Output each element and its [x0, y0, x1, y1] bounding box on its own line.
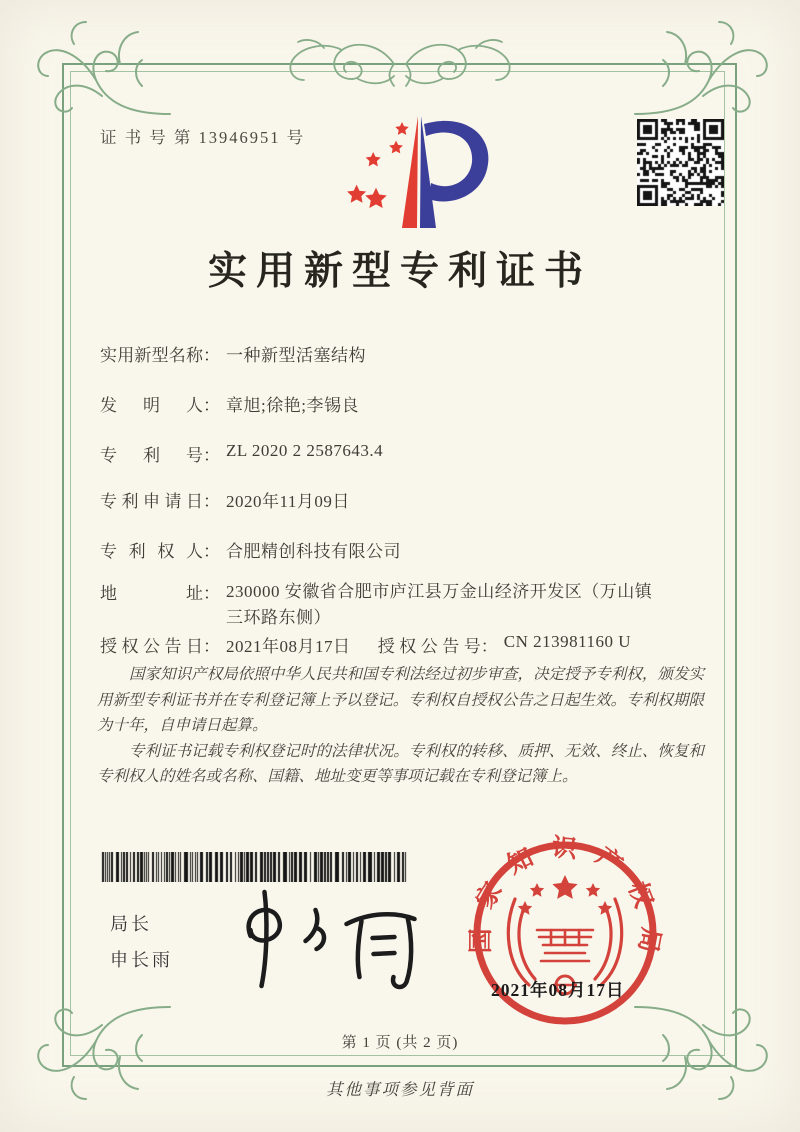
- field-value: 合肥精创科技有限公司: [226, 542, 401, 561]
- field-value: ZL 2020 2 2587643.4: [226, 441, 384, 460]
- field-value: 2020年11月09日: [226, 492, 350, 511]
- field-row-name: [100, 341, 366, 366]
- field-colon: ：: [203, 346, 220, 365]
- field-row-inventor: [100, 391, 359, 416]
- field-label: 地址: [100, 584, 203, 603]
- field-value: 一种新型活塞结构: [226, 346, 366, 365]
- official-seal: [465, 833, 665, 1033]
- field-row-address: [100, 579, 662, 631]
- certificate-number: 证 书 号 第 13946951 号: [100, 128, 306, 147]
- body-paragraph-1: 国家知识产权局依照中华人民共和国专利法经过初步审查，决定授予专利权，颁发实用新型专利证书并在专利登记簿上予以登记。专利权自授权公告之日起生效。专利权期限为十年，自申请日起算。: [97, 666, 704, 734]
- commissioner-title-label: 局长: [110, 914, 152, 934]
- field-row-grant: [100, 632, 631, 657]
- grant-no-pair: [377, 632, 632, 656]
- commissioner-name: 申长雨: [110, 950, 173, 970]
- seal-date: 2021年08月17日: [491, 980, 625, 1000]
- field-row-patent-no: [100, 441, 383, 466]
- cnipa-logo-icon: [340, 110, 500, 238]
- field-label: 专利权人: [100, 542, 203, 561]
- field-colon: ：: [203, 542, 220, 561]
- field-label: 授权公告号: [377, 637, 481, 656]
- field-colon: ：: [203, 584, 220, 603]
- field-colon: ：: [203, 492, 220, 511]
- barcode: [100, 852, 408, 882]
- seal-text: 国家知识产权局: [467, 834, 665, 972]
- field-colon: ：: [203, 637, 220, 656]
- field-label: 发明人: [100, 396, 203, 415]
- field-label: 授权公告日: [100, 637, 203, 656]
- certificate-title: 实用新型专利证书: [207, 250, 592, 293]
- field-row-filing-date: [100, 487, 350, 512]
- field-label: 专利号: [100, 446, 203, 465]
- field-value: 章旭;徐艳;李锡良: [226, 396, 359, 415]
- field-colon: ：: [203, 446, 220, 465]
- back-note: 其他事项参见背面: [326, 1080, 474, 1099]
- field-colon: ：: [203, 396, 220, 415]
- grant-date-pair: [100, 632, 355, 656]
- field-label: 专利申请日: [100, 492, 203, 511]
- legal-text: [97, 662, 704, 790]
- field-value: 230000 安徽省合肥市庐江县万金山经济开发区（万山镇三环路东侧）: [226, 582, 653, 627]
- field-row-patentee: [100, 537, 401, 562]
- field-value: 2021年08月17日: [226, 637, 351, 656]
- qr-code: [637, 119, 724, 206]
- field-colon: ：: [480, 637, 498, 656]
- field-label: 实用新型名称: [100, 346, 203, 365]
- commissioner-signature: [218, 884, 433, 994]
- body-paragraph-2: 专利证书记载专利权登记时的法律状况。专利权的转移、质押、无效、终止、恢复和专利权人的姓名或名称、国籍、地址变更等事项记载在专利登记簿上。: [97, 742, 704, 785]
- svg-text:国家知识产权局: [467, 833, 665, 971]
- page-number: 第 1 页 (共 2 页): [341, 1035, 459, 1051]
- field-value: CN 213981160 U: [503, 632, 632, 651]
